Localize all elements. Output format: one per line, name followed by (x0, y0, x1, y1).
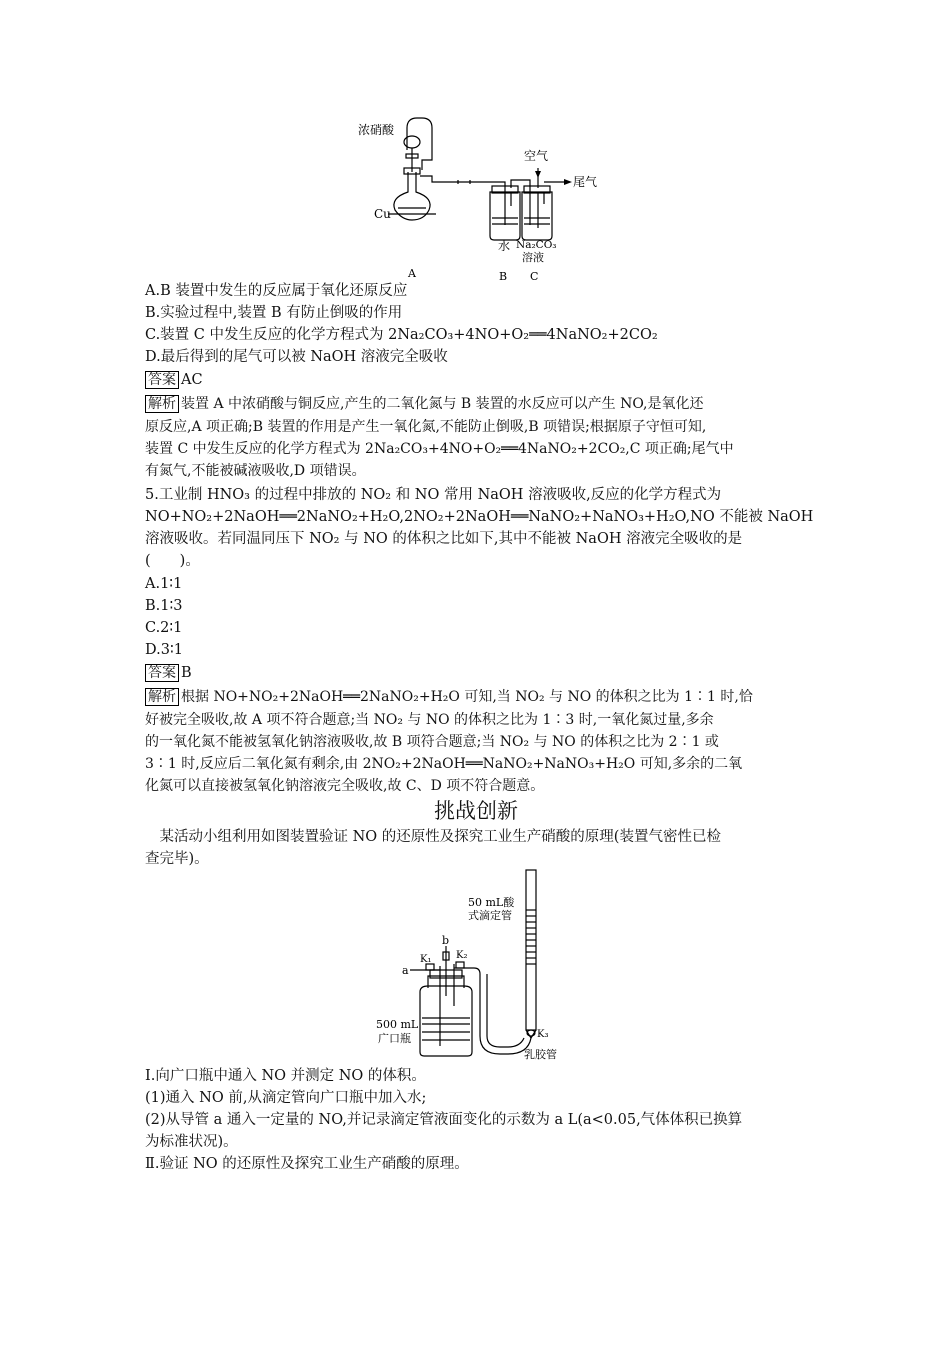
q5-option-b: B.1∶3 (145, 598, 183, 614)
label-c: C (530, 270, 539, 283)
section-title: 挑战创新 (434, 799, 518, 823)
q5-stem-line: 溶液吸收。若同温同压下 NO₂ 与 NO 的体积之比如下,其中不能被 NaOH 溶液完全吸收的是 (145, 531, 743, 547)
step-2-line-1: (2)从导管 a 通入一定量的 NO,并记录滴定管液面变化的示数为 a L(a<0.05,气体体积已换算 (145, 1112, 743, 1128)
q5-analysis-row-1 (145, 688, 753, 707)
q5-option-d: D.3∶1 (145, 642, 183, 658)
q4-option-c: C.装置 C 中发生反应的化学方程式为 2Na₂CO₃+4NO+O₂══4NaNO₂+2CO₂ (145, 327, 658, 343)
q5-stem-line: NO+NO₂+2NaOH══2NaNO₂+H₂O,2NO₂+2NaOH══NaNO₂+NaNO₃+H₂O,NO 不能被 NaOH (145, 509, 814, 525)
q4-answer-row (145, 371, 203, 390)
label-k3: K₃ (537, 1029, 549, 1040)
apparatus-figure-2 (370, 866, 610, 1066)
label-tail-gas: 尾气 (573, 175, 598, 189)
analysis-tag: 解析 (145, 688, 179, 706)
q5-analysis-line: 3∶1 时,反应后二氧化氮有剩余,由 2NO₂+2NaOH══NaNO₂+NaNO₃+H₂O 可知,多余的二氧 (145, 756, 743, 772)
step-2-line-2: 为标准状况)。 (145, 1134, 238, 1150)
answer-tag: 答案 (145, 664, 179, 682)
q5-stem-line: 5.工业制 HNO₃ 的过程中排放的 NO₂ 和 NO 常用 NaOH 溶液吸收,反应的化学方程式为 (145, 487, 722, 503)
label-a: a (402, 964, 409, 977)
label-k2: K₂ (456, 950, 468, 961)
q4-analysis-line: 原反应,A 项正确;B 装置的作用是产生一氧化氮,不能防止倒吸,B 项错误;根据原子守恒可知, (145, 419, 707, 435)
q5-analysis-line: 根据 NO+NO₂+2NaOH══2NaNO₂+H₂O 可知,当 NO₂ 与 NO 的体积之比为 1∶1 时,恰 (181, 689, 753, 705)
analysis-tag: 解析 (145, 395, 179, 413)
q5-analysis-line: 化氮可以直接被氢氧化钠溶液完全吸收,故 C、D 项不符合题意。 (145, 778, 545, 794)
answer-tag: 答案 (145, 371, 179, 389)
q4-option-a: A.B 装置中发生的反应属于氧化还原反应 (145, 283, 408, 299)
burette-label-line-1: 50 mL酸 (468, 896, 515, 909)
q5-answer: B (181, 665, 192, 681)
q5-analysis-line: 好被完全吸收,故 A 项不符合题意;当 NO₂ 与 NO 的体积之比为 1∶3 时,一氧化氮过量,多余 (145, 712, 714, 728)
label-cu: Cu (374, 207, 391, 221)
q4-answer: AC (181, 372, 203, 388)
q4-analysis-row-1 (145, 395, 703, 414)
q4-analysis-line: 装置 C 中发生反应的化学方程式为 2Na₂CO₃+4NO+O₂══4NaNO₂+2CO₂,C 项正确;尾气中 (145, 441, 734, 457)
q5-analysis-line: 的一氧化氮不能被氢氧化钠溶液吸收,故 B 项符合题意;当 NO₂ 与 NO 的体积之比为 2∶1 或 (145, 734, 719, 750)
bottle-label-line-2: 广口瓶 (378, 1032, 411, 1045)
label-k1: K₁ (420, 954, 432, 965)
rubber-tube-label: 乳胶管 (524, 1048, 557, 1061)
step-1: (1)通入 NO 前,从滴定管向广口瓶中加入水; (145, 1090, 427, 1106)
label-na2co3: Na₂CO₃ (516, 239, 557, 251)
q5-stem-line: ( )。 (145, 553, 200, 569)
challenge-intro-line: 查完毕)。 (145, 851, 209, 867)
label-a: A (408, 267, 416, 280)
burette-label-line-2: 式滴定管 (468, 909, 512, 922)
bottle-label-line-1: 500 mL (376, 1018, 419, 1031)
label-b: B (499, 270, 508, 283)
q5-answer-row (145, 664, 192, 683)
part-2-heading: Ⅱ.验证 NO 的还原性及探究工业生产硝酸的原理。 (145, 1156, 469, 1172)
q4-analysis-line: 装置 A 中浓硝酸与铜反应,产生的二氧化氮与 B 装置的水反应可以产生 NO,是氧化还 (181, 396, 704, 412)
challenge-intro-line: 某活动小组利用如图装置验证 NO 的还原性及探究工业生产硝酸的原理(装置气密性已检 (145, 829, 721, 845)
label-b: b (442, 934, 450, 947)
label-solution: 溶液 (522, 251, 544, 264)
q4-option-d: D.最后得到的尾气可以被 NaOH 溶液完全吸收 (145, 349, 448, 365)
label-air: 空气 (524, 149, 549, 163)
label-water: 水 (498, 239, 511, 253)
q5-option-a: A.1∶1 (145, 576, 183, 592)
label-conc-nitric-acid: 浓硝酸 (358, 123, 395, 137)
q5-option-c: C.2∶1 (145, 620, 183, 636)
q4-analysis-line: 有氮气,不能被碱液吸收,D 项错误。 (145, 463, 366, 479)
q4-option-b: B.实验过程中,装置 B 有防止倒吸的作用 (145, 305, 403, 321)
part-1-heading: Ⅰ.向广口瓶中通入 NO 并测定 NO 的体积。 (145, 1068, 426, 1084)
apparatus-figure-1 (340, 110, 620, 285)
